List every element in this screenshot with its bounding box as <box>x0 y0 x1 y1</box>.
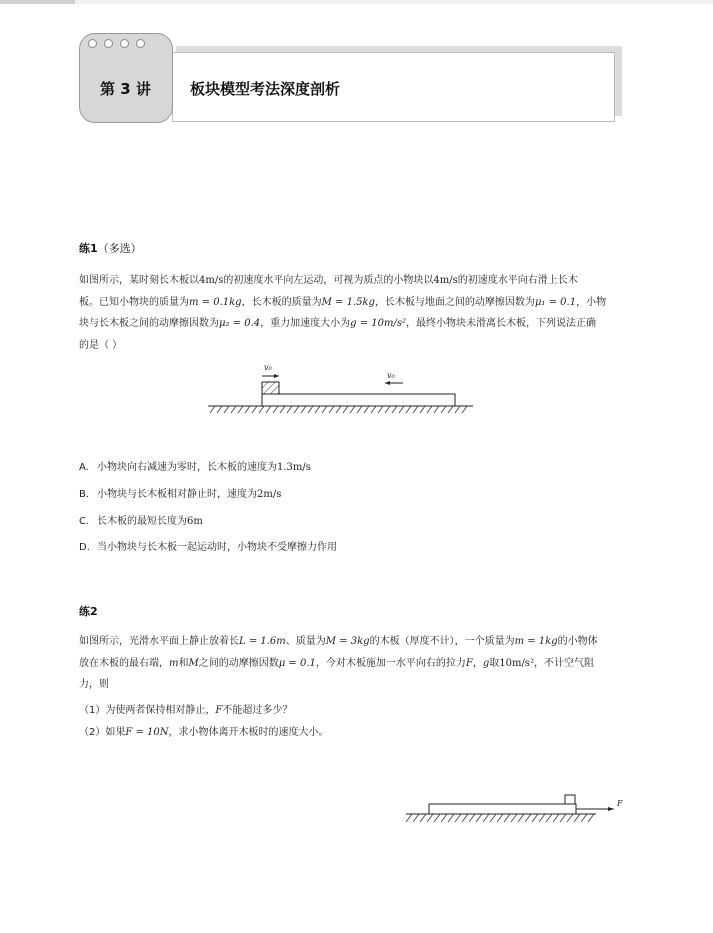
math: M <box>188 657 199 669</box>
text: ，不计空气阻 <box>533 657 594 669</box>
math: 10m/s² <box>499 657 534 669</box>
board-velocity-arrowhead <box>385 381 390 385</box>
option-text: 当小物块与长木板一起运动时，小物块不受摩擦力作用 <box>97 542 337 553</box>
text: 之间的动摩擦因数 <box>198 657 279 669</box>
q2-stem <box>79 631 629 696</box>
text: ，长木板与地面之间的动摩擦因数为 <box>374 296 535 308</box>
ground-hatch <box>210 406 467 413</box>
math: 4m/s <box>199 275 224 286</box>
long-board <box>262 394 455 406</box>
header-dot-icon <box>136 39 145 48</box>
math: F = 10N <box>125 727 169 738</box>
q1-label: 练1 <box>79 242 98 255</box>
option-letter: D. <box>79 542 90 553</box>
force-arrowhead <box>608 807 614 811</box>
text: 的初速度水平向右滑上长木 <box>457 275 578 286</box>
lecture-title: 板块模型考法深度剖析 <box>190 80 341 98</box>
math: g <box>482 657 490 669</box>
math: F <box>215 705 223 716</box>
q2-stem-line <box>79 631 629 653</box>
math: M = 1.5kg <box>321 296 375 308</box>
option-letter: B. <box>79 489 90 500</box>
math: m <box>169 657 179 669</box>
text: 力，则 <box>79 679 109 690</box>
ground-hatch <box>406 814 594 822</box>
text: ，求小物体离开木板时的速度大小。 <box>168 727 329 738</box>
q1-stem-line <box>79 270 629 292</box>
option-math: 2m/s <box>257 489 282 500</box>
q2-sub-question-2 <box>79 723 329 738</box>
text: （1）为使两者保持相对静止， <box>79 705 216 716</box>
q1-stem-line <box>79 313 629 335</box>
math: F <box>465 657 473 669</box>
math: M = 3kg <box>325 636 370 647</box>
q1-tag: （多选） <box>97 242 142 255</box>
q2-figure <box>400 792 630 827</box>
q1-option-a <box>79 458 311 473</box>
math: μ₁ = 0.1 <box>534 296 577 308</box>
text: 的初速度水平向左运动，可视为质点的小物块以 <box>223 275 434 286</box>
text: 的小物体 <box>557 636 598 647</box>
q1-figure <box>205 360 475 415</box>
text: ，最终小物块未滑离长木板，下列说法正确 <box>406 318 597 329</box>
option-text: 长木板的最短长度为 <box>97 516 187 527</box>
math: m = 0.1kg <box>189 296 242 308</box>
q1-option-b <box>79 485 281 500</box>
top-edge <box>0 0 713 4</box>
q2-stem-line <box>79 674 629 696</box>
block-velocity-arrowhead <box>274 374 279 378</box>
header-dot-icon <box>88 39 97 48</box>
q2-stem-line <box>79 653 629 675</box>
math: g = 10m/s² <box>350 318 407 329</box>
text: 的是（ ） <box>79 339 123 351</box>
q2-heading: 练2 <box>79 605 98 618</box>
text: ，长木板的质量为 <box>241 296 322 308</box>
board-velocity-label: v₀ <box>387 371 395 380</box>
text: （2）如果 <box>79 727 126 738</box>
text: 如图所示，某时刻长木板以 <box>79 275 199 286</box>
block-velocity-label: v₀ <box>264 363 272 372</box>
text: 的木板（厚度不计），一个质量为 <box>369 636 515 647</box>
math: L = 1.6m <box>239 636 286 647</box>
option-letter: C. <box>79 516 90 527</box>
top-edge-accent <box>0 0 75 4</box>
wood-board <box>429 804 576 814</box>
q1-stem-line <box>79 292 629 314</box>
small-block <box>262 382 279 394</box>
text: 块与长木板之间的动摩擦因数为 <box>79 318 219 329</box>
text: 取 <box>489 657 500 669</box>
force-label: F <box>617 799 623 808</box>
lecture-number: 第 3 讲 <box>100 80 151 98</box>
q1-stem <box>79 270 629 356</box>
q1-stem-line <box>79 335 629 357</box>
text: 和 <box>178 657 189 669</box>
math: μ₂ = 0.4 <box>219 318 261 329</box>
option-letter: A. <box>79 462 89 473</box>
text: 、质量为 <box>285 636 326 647</box>
text: ， <box>472 657 483 669</box>
header-dot-icon <box>120 39 129 48</box>
math: 4m/s <box>433 275 458 286</box>
math: m = 1kg <box>514 636 558 647</box>
text: ，小物 <box>576 296 607 308</box>
header-dot-icon <box>104 39 113 48</box>
text: 如图所示，光滑水平面上静止放着长 <box>79 636 239 647</box>
q1-heading <box>79 240 142 256</box>
text: 放在木板的最右端， <box>79 657 169 669</box>
option-text: 小物块向右减速为零时，长木板的速度为 <box>97 462 277 473</box>
text: 板。已知小物块的质量为 <box>79 296 189 308</box>
text: 不能超过多少？ <box>222 705 293 716</box>
header-dots <box>88 39 145 48</box>
text: ，今对木板施加一水平向右的拉力 <box>315 657 466 669</box>
option-math: 6m <box>187 516 203 527</box>
option-text: 小物块与长木板相对静止时，速度为 <box>97 489 257 500</box>
text: ，重力加速度大小为 <box>260 318 351 329</box>
option-math: 1.3m/s <box>277 462 311 473</box>
math: μ = 0.1 <box>278 657 316 669</box>
q2-sub-question-1 <box>79 701 292 716</box>
small-object <box>565 795 575 804</box>
q1-option-c <box>79 512 203 527</box>
q1-option-d <box>79 538 337 553</box>
